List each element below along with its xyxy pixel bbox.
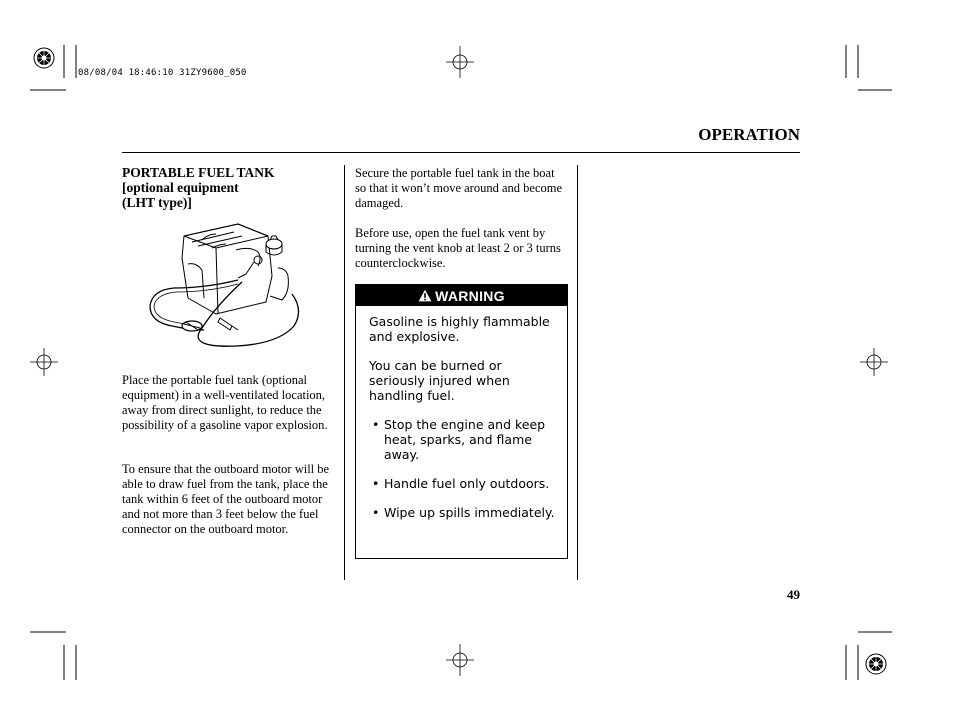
left-para-2: To ensure that the outboard motor will be able to draw fuel from the tank, place the tank within 6 feet of the outboard motor and not more than 3 feet below the fuel connector on the outboard motor. (122, 462, 330, 536)
heading-line-2: [optional equipment (122, 180, 239, 195)
section-title: OPERATION (698, 125, 800, 144)
warning-bullet: • Handle fuel only outdoors. (369, 476, 557, 491)
print-slug: 08/08/04 18:46:10 31ZY9600_050 (78, 68, 247, 78)
warning-box (355, 284, 568, 559)
warning-body (356, 306, 567, 520)
warning-list (369, 417, 557, 520)
left-para-1: Place the portable fuel tank (optional equipment) in a well-ventilated location, away from direct sunlight, to reduce the possibility of a gasoline vapor explosion. (122, 373, 328, 432)
section-heading (122, 165, 342, 210)
column-divider-left (344, 165, 345, 580)
fuel-tank-illustration (146, 218, 306, 356)
heading-line-3: (LHT type)] (122, 195, 192, 210)
column-divider-right (577, 165, 578, 580)
middle-para-2: Before use, open the fuel tank vent by turning the vent knob at least 2 or 3 turns counterclockwise. (355, 226, 561, 270)
warning-bullet: • Wipe up spills immediately. (369, 505, 557, 520)
warning-label: WARNING (435, 287, 505, 304)
warning-intro-1: Gasoline is highly flammable and explosive. (369, 314, 550, 344)
warning-header (356, 285, 567, 306)
page-number: 49 (787, 587, 800, 602)
warning-triangle-icon (418, 289, 432, 302)
warning-intro-2: You can be burned or seriously injured when handling fuel. (369, 358, 510, 403)
warning-bullet: • Stop the engine and keep heat, sparks, and flame away. (369, 417, 557, 462)
header-rule (122, 152, 800, 153)
middle-para-1: Secure the portable fuel tank in the boat so that it won’t move around and become damaged. (355, 166, 563, 210)
heading-line-1: PORTABLE FUEL TANK (122, 165, 275, 180)
